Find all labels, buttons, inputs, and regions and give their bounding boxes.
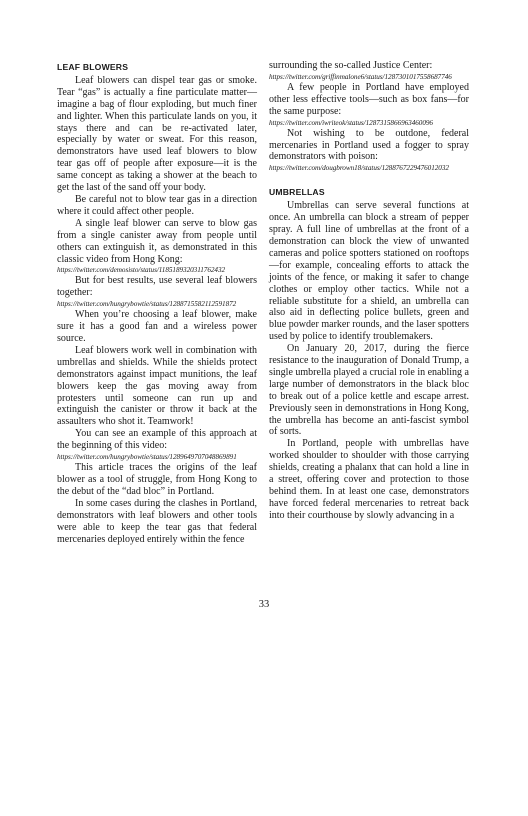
right-column [269,60,469,522]
paragraph: Leaf blowers work well in combination with umbrellas and shields. While the shields protect demonstrators against impact munitions, the leaf blowers keep the gas moving away from protesters until someone can run up and extinguish the canister or throw it back at the assaulters who shot it. Teamwork! [57,344,257,428]
section-heading-umbrellas: UMBRELLAS [269,187,325,198]
tweet-link[interactable]: https://twitter.com/dougbrown18/status/1288767229476012032 [269,164,449,173]
paragraph: You can see an example of this approach at the beginning of this video: [57,428,257,452]
paragraph: In Portland, people with umbrellas have worked shoulder to shoulder with those carrying shields, creating a phalanx that can hold a line in a street, offering cover and protection to those behind them. In at least one case, demonstrators have forced federal mercenaries to retreat back into their courthouse by slowly advancing in a [269,438,469,521]
paragraph: But for best results, use several leaf blowers together: [57,275,257,299]
paragraph: A single leaf blower can serve to blow gas from a single canister away from people until others can extinguish it, as demonstrated in this classic video from Hong Kong: [57,217,257,265]
paragraph: On January 20, 2017, during the fierce resistance to the inauguration of Donald Trump, a single umbrella played a crucial role in enabling a large number of demonstrators in the black bloc to break out of a police kettle and escape arrest. Previously seen in demonstrations in Hong Kong, the umbrella has become an anti-fascist symbol of sorts. [269,343,469,438]
right-body-umbrellas [269,200,469,521]
left-column [57,60,257,545]
tweet-link[interactable]: https://twitter.com/griffinmalone6/status/1287301017558687746 [269,72,452,81]
tweet-link[interactable]: https://twitter.com/demosisto/status/1185189320311762432 [57,266,226,275]
right-body-top [269,60,469,173]
section-heading-leaf-blowers: LEAF BLOWERS [57,62,129,72]
paragraph: In some cases during the clashes in Portland, demonstrators with leaf blowers and other tools were able to keep the tear gas that federal mercenaries deployed entirely within the fence [57,497,257,545]
paragraph: A few people in Portland have employed other less effective tools—such as box fans—for the same purpose: [269,81,469,117]
tweet-link[interactable]: https://twitter.com/hungrybowtie/status/1288715582112591872 [57,300,237,309]
paragraph: Umbrellas can serve several functions at once. An umbrella can block a stream of pepper spray. A full line of umbrellas at the front of a demonstration can block the view of unwanted cameras and police spotters stationed on rooftops—for example, concealing efforts to attack the joints of the fence, or making it safer to change clothes or employ other tactics. While not a reliable substitute for a shield, an umbrella can also aid in deflecting police bullets, green and blue powder marker rounds, and the laser spotters used by police to identify troublemakers. [269,200,469,343]
paragraph: When you’re choosing a leaf blower, make sure it has a good fan and a wireless power source. [57,309,257,345]
paragraph: surrounding the so-called Justice Center: [269,60,433,71]
paragraph: This article traces the origins of the leaf blower as a tool of struggle, from Hong Kong to the debut of the “dad bloc” in Portland. [57,462,257,497]
paragraph: Be careful not to blow tear gas in a direction where it could affect other people. [57,193,257,217]
paragraph: Leaf blowers can dispel tear gas or smoke. Tear “gas” is actually a fine particulate matter—imagine a bag of flour exploding, but much finer and lighter. When this particulate lands on you, it stays there and can be re-activated later, especially by water or sweat. For this reason, demonstrators have used leaf blowers to blow tear gas off of people after exposure—it is the same concept as taking a shower at the beach to get the last of the sand off your body. [57,74,257,194]
tweet-link[interactable]: https://twitter.com/iwriteok/status/1287315866963460096 [269,118,433,127]
paragraph: Not wishing to be outdone, federal mercenaries in Portland used a fogger to spray demonstrators with poison: [269,127,469,163]
page-number: 33 [258,599,270,610]
tweet-link[interactable]: https://twitter.com/hungrybowtie/status/1289649707048869891 [57,453,237,462]
left-body [57,75,257,546]
